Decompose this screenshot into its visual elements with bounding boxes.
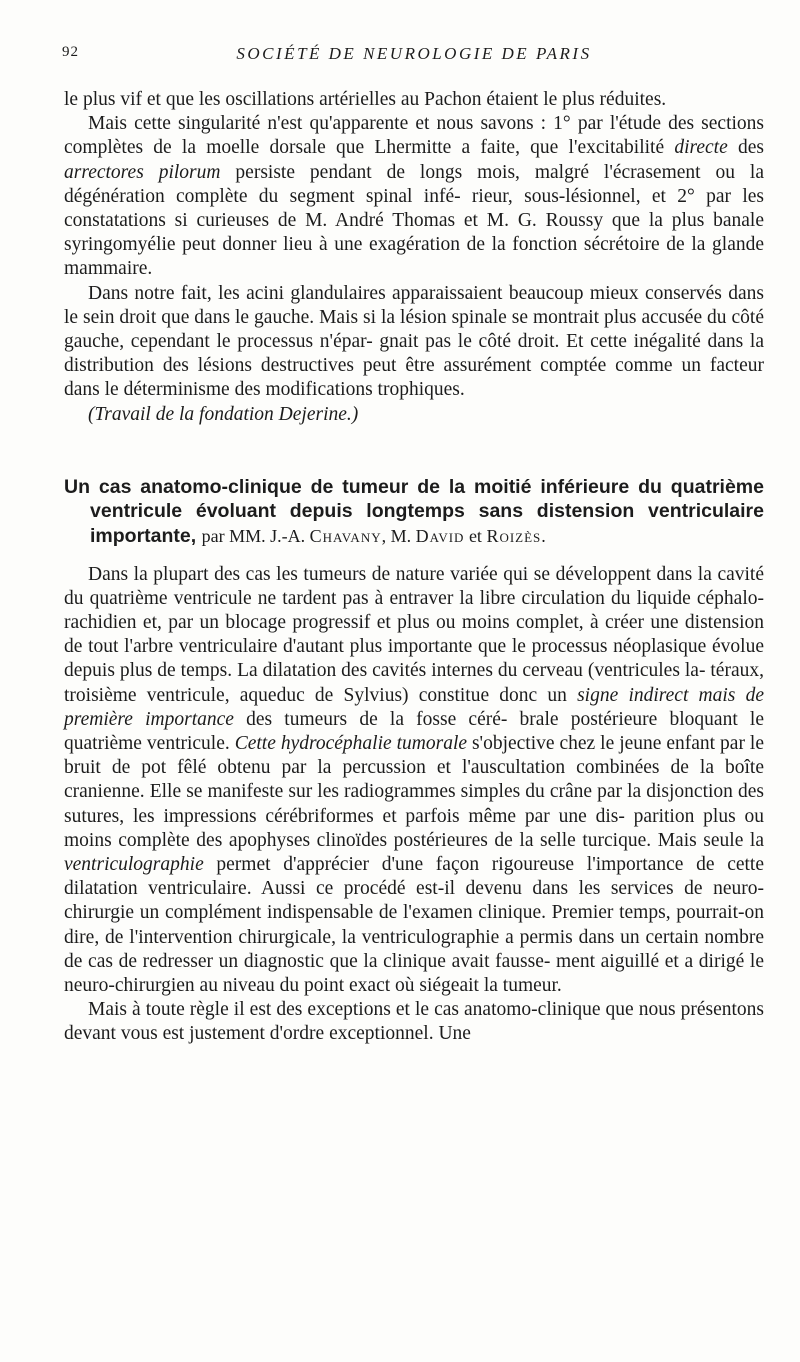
author-name: David xyxy=(415,526,465,547)
italic-run: ventriculographie xyxy=(64,854,204,876)
byline xyxy=(202,526,546,546)
text-run: persiste pendant de longs mois, malgré l'écrasement ou la dégénération complète du segment spinal infé- rieur, sous-lésionnel, et 2° par les constatations si curieuses de M. André Thomas et M. G. Roussy que la plus banale syringomyélie peut donner lieu à une exagération de la fonction sécrétoire de la glande mammaire. xyxy=(64,161,764,280)
italic-run: Cette hydrocéphalie tumorale xyxy=(234,733,468,755)
paragraph-glands: Dans notre fait, les acini glandulaires apparaissaient beaucoup mieux conservés dans le sein droit que dans le gauche. Mais si la lésion spinale se montrait plus accusée du côté gauche, cependant le processus n'épar- gnait pas le côté droit. Et cette inégalité dans la distribution des lésions destructives peut être assurément comptée comme un facteur dans le déterminisme des modifications trophiques. xyxy=(64,282,764,401)
running-head: SOCIÉTÉ DE NEUROLOGIE DE PARIS xyxy=(236,44,592,63)
italic-run: signe indirect mais de première importance xyxy=(64,684,764,730)
paragraph-excitability xyxy=(64,112,764,281)
text-run: permet d'apprécier d'une façon rigoureuse l'importance de cette dilatation ventriculaire. Aussi ce procédé est-il devenu dans les services de neuro-chirurgie un complément indispensable de l'examen clinique. Premier temps, pourrait-on dire, de l'intervention chirurgicale, la ventriculographie a permis dans un certain nombre de cas de redresser un diagnostic que la clinique avait fausse- ment aiguillé et a dirigé le neuro-chirurgien au niveau du point exact où siégeait la tumeur. xyxy=(64,854,764,997)
paragraph-tumors xyxy=(64,563,764,999)
byline-sep: et xyxy=(464,526,487,547)
page-header xyxy=(64,44,764,74)
byline-end: . xyxy=(541,526,546,547)
italic-run: directe xyxy=(674,137,728,159)
author-name: Chavany xyxy=(309,526,382,547)
author-name: Roizès xyxy=(486,526,542,547)
article-title xyxy=(64,475,764,549)
text-run: Mais cette singularité n'est qu'apparente et nous savons : 1° par l'étude des sections complètes de la moelle dorsale que Lhermitte a faite, que l'excitabilité xyxy=(64,113,764,159)
text-run: s'objective chez le jeune enfant par le bruit de pot fêlé obtenu par la percussion et l'auscultation combinées de la boîte cranienne. Elle se manifeste sur les radiogrammes simples du crâne par la disjonction des sutures, les impressions cérébriformes et parfois même par une dis- parition plus ou moins complète des apophyses clinoïdes postérieures de la selle turcique. Mais seule la xyxy=(64,733,764,851)
text-run: des xyxy=(727,137,764,159)
document-page xyxy=(64,44,764,1047)
text-run: Dans la plupart des cas les tumeurs de nature variée qui se développent dans la cavité du quatrième ventricule ne tardent pas à entraver la libre circulation du liquide céphalo-rachidien et, par un blocage progressif et plus ou moins complet, à créer une distension de tout l'arbre ventriculaire d'autant plus importante que le processus néoplasique évolue depuis plus de temps. La dilatation des cavités internes du cerveau (ventricules la- téraux, troisième ventricule, aqueduc de Sylvius) constitue donc un xyxy=(64,563,764,706)
byline-prefix: par MM. J.-A. xyxy=(201,526,310,547)
page-number: 92 xyxy=(62,44,79,60)
italic-run: arrectores pilorum xyxy=(64,161,221,183)
credit-line: (Travail de la fondation Dejerine.) xyxy=(88,403,359,425)
paragraph-continuation: le plus vif et que les oscillations artérielles au Pachon étaient le plus réduites. xyxy=(64,89,667,110)
paragraph-exception: Mais à toute règle il est des exceptions et le cas anatomo-clinique que nous présentons devant vous est justement d'ordre exceptionnel. Une xyxy=(64,999,764,1045)
byline-sep: , M. xyxy=(381,526,416,547)
text-run: des tumeurs de la fosse céré- brale postérieure bloquant le quatrième ventricule. xyxy=(64,708,765,755)
title-text: Un cas anatomo-clinique de tumeur de la moitié inférieure du quatrième ventricule évoluant depuis longtemps sans distension ventriculaire importante, xyxy=(64,475,764,548)
